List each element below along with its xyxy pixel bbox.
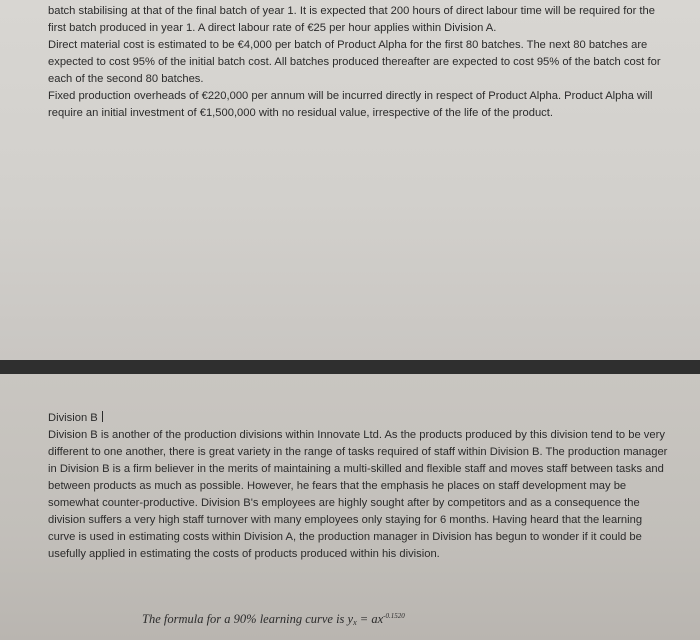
formula-prefix: The formula for a 90% learning curve is: [142, 612, 348, 626]
page-divider: [0, 360, 700, 374]
division-a-text: [48, 3, 668, 122]
paragraph-materials: Direct material cost is estimated to be €4,000 per batch of Product Alpha for the first 80 batches. The next 80 batches are expected to cost 95% of the initial batch cost. All batches produced thereafter are expected to cost 95% of the batch cost for each of the second 80 batches.: [48, 39, 661, 85]
paragraph-overheads: Fixed production overheads of €220,000 per annum will be incurred directly in respect of Product Alpha. Product Alpha will require an initial investment of €1,500,000 with no residual value, irrespective of the life of the product.: [48, 90, 653, 119]
text-cursor-icon: [102, 411, 103, 422]
learning-curve-formula: [142, 612, 405, 627]
formula-subscript: x: [353, 618, 357, 627]
formula-equals: = ax: [356, 612, 384, 626]
division-b-heading: Division B: [48, 412, 98, 424]
formula-variable: y: [347, 612, 354, 626]
formula-exponent: -0.1520: [383, 612, 405, 620]
division-b-text: [48, 410, 668, 563]
paragraph-labour: batch stabilising at that of the final batch of year 1. It is expected that 200 hours of direct labour time will be required for the first batch produced in year 1. A direct labour rate of €25 per hour applies within Division A.: [48, 5, 655, 34]
division-b-paragraph: Division B is another of the production divisions within Innovate Ltd. As the products produced by this division tend to be very different to one another, there is great variety in the range of tasks required of staff within Division B. The production manager in Division B is a firm believer in the merits of maintaining a multi-skilled and flexible staff and moves staff between tasks and between products as much as possible. However, he fears that the emphasis he places on staff development may be somewhat counter-productive. Division B's employees are highly sought after by competitors and as a consequence the division suffers a very high staff turnover with many employees only staying for 6 months. Having heard that the learning curve is used in estimating costs within Division A, the production manager in Division has begun to wonder if it could be usefully applied in estimating the costs of products produced within his division.: [48, 429, 668, 560]
division-b-heading-line: [48, 410, 668, 427]
